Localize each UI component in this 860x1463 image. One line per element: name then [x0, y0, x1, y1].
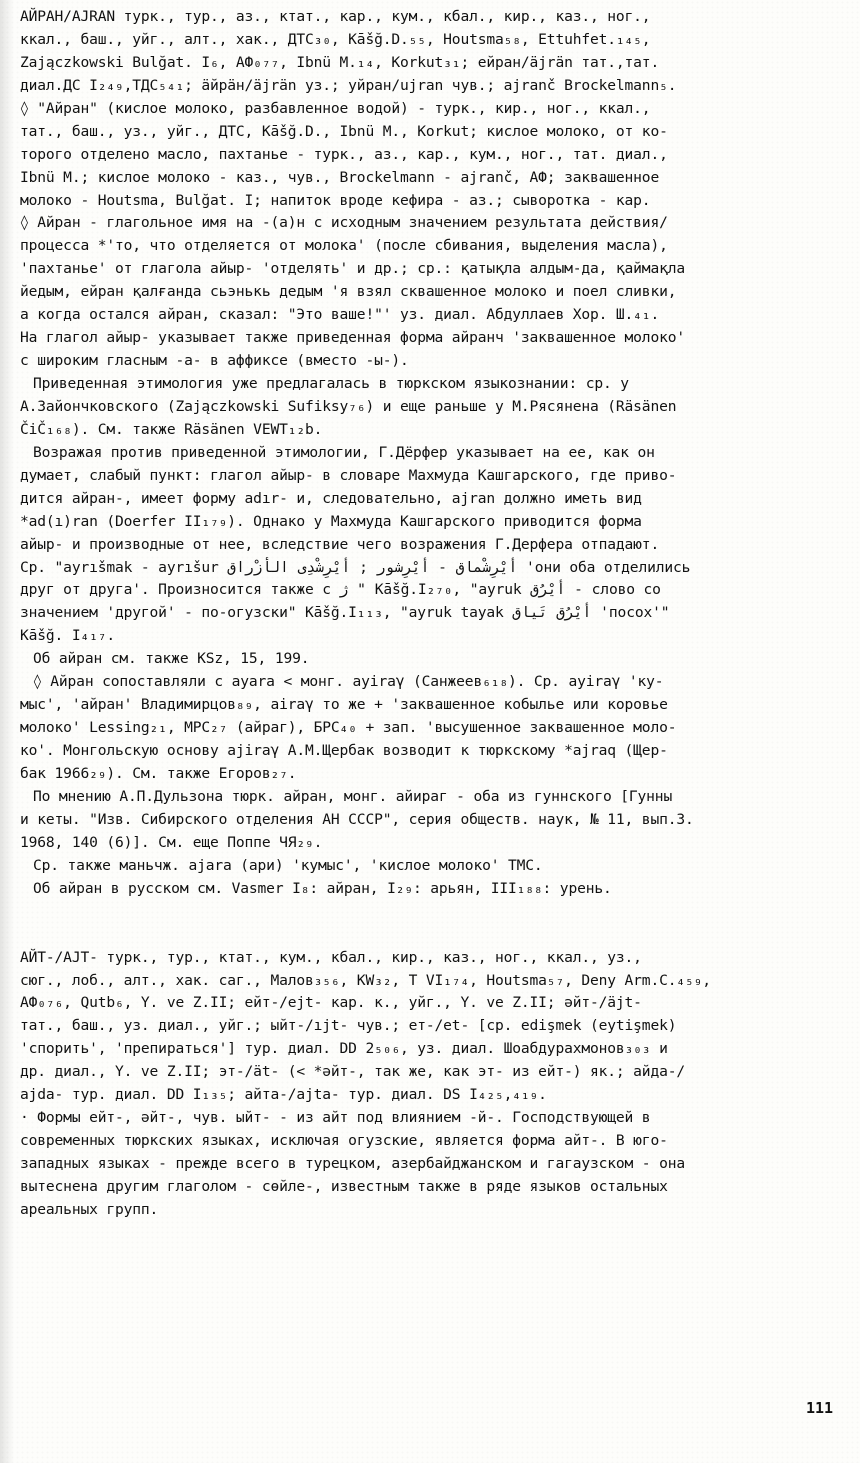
text-line: Об айран в русском см. Vasmer I₈: айран, I₂₉: арьян, III₁₈₈: урень.	[33, 879, 612, 897]
text-line: Возражая против приведенной этимологии, Г.Дёрфер указывает на ее, как он	[33, 443, 655, 461]
page-text	[20, 6, 856, 1222]
text-line: молоко - Houtsma, Bulğat. I; напиток вроде кефира - аз.; сыворотка - кар.	[20, 191, 651, 209]
paragraph	[20, 442, 856, 648]
text-line: 1968, 140 (6)]. См. еще Поппе ЧЯ₂₉.	[20, 833, 323, 851]
text-line: АФ₀₇₆, Qutb₆, Y. ve Z.II; ейт-/ejt- кар. к., уйг., Y. ve Z.II; əйт-/äjt-	[20, 994, 642, 1012]
text-line: Ср. "ayrıšmak - ayrıšur أيْرِشْماق - أيْرِشور ; أيْرِشْدِى الأزْراق 'они оба отделились	[20, 558, 691, 576]
text-line: Об айран см. также KSz, 15, 199.	[33, 650, 310, 668]
text-line: западных языках - прежде всего в турецком, азербайджанском и гагаузском - она	[20, 1155, 685, 1172]
text-line: бак 1966₂₉). См. также Егоров₂₇.	[20, 764, 297, 782]
page-number: 111	[806, 1399, 834, 1417]
text-line: 'спорить', 'препираться'] тур. диал. DD 2₅₀₆, уз. диал. Шоабдурахмонов₃₀₃ и	[20, 1040, 668, 1058]
text-line: ČiČ₁₆₈). См. также Räsänen VEWT₁₂b.	[20, 420, 323, 438]
text-line: торого отделено масло, пахтанье - турк., аз., кар., кум., ног., тат. диал.,	[20, 145, 668, 163]
paragraph	[20, 373, 856, 442]
text-line: тат., баш., уз., уйг., ДТС, Kāšğ.D., Ibnü M., Korkut; кислое молоко, от ко-	[20, 122, 668, 140]
text-line: мыс', 'айран' Владимирцов₈₉, airaγ то же + 'заквашенное кобылье или коровье	[20, 696, 668, 714]
text-line: с широким гласным -а- в аффиксе (вместо -ы-).	[20, 352, 409, 370]
text-line: ◊ Айран сопоставляли с ayara < монг. ayiraγ (Санжеев₆₁₈). Ср. ayiraγ 'ку-	[33, 673, 664, 691]
text-line: По мнению А.П.Дульзона тюрк. айран, монг. айираг - оба из гуннского [Гунны	[33, 787, 673, 805]
text-line: современных тюркских языках, исключая огузские, является форма айт-. В юго-	[20, 1132, 668, 1150]
text-line: дится айран-, имеет форму adır- и, следовательно, ajran должно иметь вид	[20, 489, 642, 507]
text-line: А.Зайончковского (Zajączkowski Sufiksy₇₆) и еще раньше у М.Рясянена (Räsänen	[20, 397, 677, 415]
paragraph	[20, 878, 856, 901]
text-line: вытеснена другим глаголом - сөйле-, известным также в ряде языков остальных	[20, 1177, 668, 1195]
text-line: ◊ "Айран" (кислое молоко, разбавленное водой) - турк., кир., ног., ккал.,	[20, 99, 651, 117]
text-line: Ibnü M.; кислое молоко - каз., чув., Brockelmann - ajranč, АФ; заквашенное	[20, 168, 660, 186]
text-line: йедым, ейран қалғанда сьэнькь дедым 'я взял сквашенное молоко и поел сливки,	[20, 283, 677, 301]
text-line: друг от друга'. Произносится также с ژ " Kāšğ.I₂₇₀, "ayruk أيْرُق - слово со	[20, 581, 661, 599]
text-line: айыр- и производные от нее, вследствие чего возражения Г.Дерфера отпадают.	[20, 535, 660, 553]
text-line: ко'. Монгольскую основу ajiraγ А.М.Щербак возводит к тюркскому *ajraq (Щер-	[20, 742, 668, 759]
paragraph	[20, 786, 856, 855]
text-line: молоко' Lessing₂₁, МРС₂₇ (айраг), БРС₄₀ + зап. 'высушенное заквашенное моло-	[20, 719, 677, 737]
text-line: диал.ДС I₂₄₉,ТДС₅₄₁; äйрäн/äjrän уз.; уйран/ujran чув.; ajranč Brockelmann₅.	[20, 76, 677, 94]
paragraph	[20, 855, 856, 878]
text-line: *ad(ı)ran (Doerfer II₁₇₉). Однако у Махмуда Кашгарского приводится форма	[20, 512, 642, 530]
text-line: а когда остался айран, сказал: "Это ваше!"' уз. диал. Абдуллаев Хор. Ш.₄₁.	[20, 306, 660, 324]
text-line: ajda- тур. диал. DD I₁₃₅; айта-/ajta- тур. диал. DS I₄₂₅,₄₁₉.	[20, 1086, 547, 1104]
paragraph	[20, 6, 856, 373]
text-line: 'пахтанье' от глагола айыр- 'отделять' и др.; ср.: қатықла алдым-да, қаймақла	[20, 260, 685, 278]
paragraph	[20, 1107, 856, 1222]
text-line: ккал., баш., уйг., алт., хак., ДТС₃₀, Kāšğ.D.₅₅, Houtsma₅₈, Ettuhfet.₁₄₅,	[20, 30, 651, 48]
text-line: и кеты. "Изв. Сибирского отделения АН СССР", серия обществ. наук, № 11, вып.3.	[20, 810, 694, 828]
paragraph	[20, 648, 856, 671]
text-line: АЙТ-/AJT- турк., тур., ктат., кум., кбал., кир., каз., ног., ккал., уз.,	[20, 948, 642, 966]
text-line: АЙРАН/AJRAN турк., тур., аз., ктат., кар., кум., кбал., кир., каз., ног.,	[20, 8, 651, 25]
text-line: Приведенная этимология уже предлагалась в тюркском языкознании: ср. у	[33, 375, 629, 392]
text-line: Zajączkowski Bulğat. I₆, АФ₀₇₇, Ibnü M.₁₄, Korkut₃₁; ейран/äjrän тат.,тат.	[20, 53, 660, 71]
entry-gap	[20, 901, 856, 947]
text-line: др. диал., Y. ve Z.II; эт-/ät- (< *əйт-, так же, как эт- из ейт-) як.; айда-/	[20, 1063, 685, 1081]
text-line: · Формы ейт-, əйт-, чув. ыйт- - из айт под влиянием -й-. Господствующей в	[20, 1109, 651, 1127]
text-line: ◊ Айран - глагольное имя на -(а)н с исходным значением результата действия/	[20, 214, 668, 232]
paragraph	[20, 947, 856, 1108]
text-line: На глагол айыр- указывает также приведенная форма айранч 'заквашенное молоко'	[20, 329, 685, 347]
text-line: значением 'другой' - по-огузски" Kāšğ.I₁₁₃, "ayruk tayak أيْرُق تَياق 'посох'"	[20, 604, 670, 622]
paragraph	[20, 671, 856, 786]
text-line: Kāšğ. I₄₁₇.	[20, 627, 115, 645]
text-line: Ср. также маньчж. ajara (ари) 'кумыс', 'кислое молоко' ТМС.	[33, 856, 543, 874]
text-line: процесса *'то, что отделяется от молока' (после сбивания, выделения масла),	[20, 237, 668, 255]
text-line: сюг., лоб., алт., хак. саг., Малов₃₅₆, KW₃₂, T VI₁₇₄, Houtsma₅₇, Deny Arm.C.₄₅₉,	[20, 971, 711, 989]
scan-edge-shadow	[0, 0, 14, 1463]
text-line: тат., баш., уз. диал., уйг.; ыйт-/ıjt- чув.; ет-/et- [ср. edişmek (eytişmek)	[20, 1017, 677, 1035]
text-line: думает, слабый пункт: глагол айыр- в словаре Махмуда Кашгарского, где приво-	[20, 466, 677, 484]
text-line: ареальных групп.	[20, 1200, 159, 1218]
